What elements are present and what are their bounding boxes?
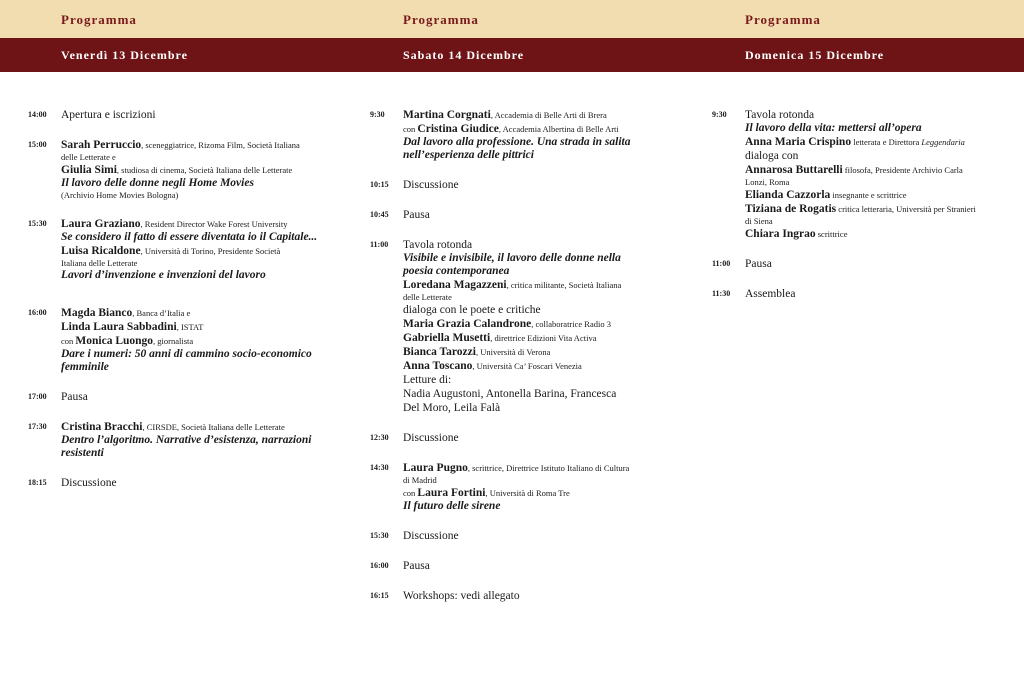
affiliation: , Università Ca’ Foscari Venezia — [472, 361, 582, 371]
time: 14:30 — [370, 463, 389, 472]
speaker-name: Monica Luongo — [75, 335, 154, 347]
speaker-name: Anna Maria Crispino — [745, 136, 852, 148]
item-text: Pausa — [61, 391, 88, 403]
affiliation: , Accademia Albertina di Belle Arti — [498, 124, 619, 134]
speaker-name: Cristina Giudice — [417, 123, 499, 135]
schedule-item — [370, 529, 680, 543]
schedule-item — [28, 217, 333, 282]
speaker-name: Martina Corgnati — [403, 109, 491, 121]
affiliation: insegnante e scrittrice — [830, 190, 907, 200]
speaker-name: Sarah Perruccio — [61, 139, 142, 151]
affiliation: , giornalista — [153, 336, 194, 346]
speaker-name: Elianda Cazzorla — [745, 189, 831, 201]
schedule-item — [712, 287, 1002, 301]
speaker-name: Maria Grazia Calandrone — [403, 318, 532, 330]
schedule-item — [712, 108, 1002, 241]
affiliation: , direttrice Edizioni Vita Activa — [490, 333, 597, 343]
affiliation: , critica militante, Società Italiana — [506, 280, 622, 290]
item-text: Pausa — [403, 209, 430, 221]
day-title: Domenica 15 Dicembre — [745, 48, 885, 62]
speaker-name: Gabriella Musetti — [403, 332, 491, 344]
time: 9:30 — [370, 110, 385, 119]
affiliation: filosofa, Presidente Archivio Carla — [842, 165, 963, 175]
affiliation: delle Letterate — [403, 292, 452, 302]
speaker-name: Laura Graziano — [61, 218, 141, 230]
affiliation: letterata e Direttora — [851, 137, 922, 147]
schedule-item — [28, 476, 333, 490]
time: 17:00 — [28, 392, 47, 401]
note: (Archivio Home Movies Bologna) — [61, 190, 179, 200]
talk-title: Il lavoro delle donne negli Home Movies — [61, 177, 254, 189]
time: 16:15 — [370, 591, 389, 600]
readers: Nadia Augustoni, Antonella Barina, Francesca — [403, 388, 617, 400]
talk-title: Dal lavoro alla professione. Una strada in salita — [403, 136, 631, 148]
time: 16:00 — [28, 308, 47, 317]
affiliation: , scrittrice, Direttrice Istituto Italiano di Cultura — [467, 463, 630, 473]
affiliation: critica letteraria, Università per Stranieri — [836, 204, 976, 214]
talk-title: poesia contemporanea — [403, 265, 510, 277]
dialoga-text: dialoga con — [745, 150, 799, 162]
talk-title: femminile — [61, 361, 109, 373]
schedule-item — [370, 208, 680, 222]
time: 16:00 — [370, 561, 389, 570]
schedule-item — [28, 108, 333, 122]
item-text: Apertura e iscrizioni — [61, 109, 156, 121]
affiliation: Lonzi, Roma — [745, 177, 790, 187]
talk-title: Dare i numeri: 50 anni di cammino socio-economico — [61, 348, 312, 360]
readings-label: Letture di: — [403, 374, 452, 386]
affiliation: , Banca d’Italia e — [132, 308, 191, 318]
talk-title: Visibile e invisibile, il lavoro delle donne nella — [403, 252, 621, 264]
item-text: Pausa — [403, 560, 430, 572]
affiliation: , Accademia di Belle Arti di Brera — [490, 110, 607, 120]
item-text: Assemblea — [745, 288, 796, 300]
talk-title: Lavori d’invenzione e invenzioni del lavoro — [61, 269, 266, 281]
schedule-list — [28, 108, 333, 490]
schedule-item — [370, 238, 680, 415]
schedule-item — [370, 461, 680, 513]
time: 17:30 — [28, 422, 47, 431]
affiliation: , Università di Torino, Presidente Società — [140, 246, 281, 256]
affiliation: Italiana delle Letterate — [61, 258, 138, 268]
talk-title: Se considero il fatto di essere diventata io il Capitale... — [61, 231, 318, 243]
affiliation: di Siena — [745, 216, 773, 226]
item-text: Discussione — [61, 477, 117, 489]
time: 11:00 — [712, 259, 731, 268]
connector: con — [61, 336, 76, 346]
day-title: Venerdì 13 Dicembre — [61, 48, 188, 62]
connector: con — [403, 124, 418, 134]
program-label: Programma — [745, 12, 821, 27]
item-text: Discussione — [403, 179, 459, 191]
schedule-list — [712, 108, 1002, 301]
schedule-item — [712, 257, 1002, 271]
section-head: Tavola rotonda — [403, 239, 473, 251]
program-label: Programma — [403, 12, 479, 27]
schedule-item — [28, 420, 333, 460]
affiliation: , Resident Director Wake Forest University — [140, 219, 288, 229]
affiliation: , collaboratrice Radio 3 — [531, 319, 611, 329]
schedule-item — [370, 178, 680, 192]
item-text: Discussione — [403, 530, 459, 542]
affiliation: , Università di Roma Tre — [485, 488, 570, 498]
speaker-name: Annarosa Buttarelli — [745, 164, 843, 176]
speaker-name: Giulia Simi — [61, 164, 117, 176]
time: 15:00 — [28, 140, 47, 149]
speaker-name: Bianca Tarozzi — [403, 346, 476, 358]
time: 11:00 — [370, 240, 389, 249]
schedule-item — [28, 138, 333, 201]
schedule-item — [370, 108, 680, 162]
item-text: Pausa — [745, 258, 772, 270]
affiliation-italic: Leggendaria — [921, 137, 965, 147]
affiliation: scrittrice — [815, 229, 848, 239]
time: 10:15 — [370, 180, 389, 189]
affiliation: , CIRSDE, Società Italiana delle Letterate — [142, 422, 285, 432]
schedule-item — [370, 559, 680, 573]
time: 15:30 — [370, 531, 389, 540]
affiliation: , ISTAT — [176, 322, 204, 332]
speaker-name: Anna Toscano — [403, 360, 473, 372]
affiliation: , sceneggiatrice, Rizoma Film, Società Italiana — [141, 140, 300, 150]
affiliation: delle Letterate e — [61, 152, 116, 162]
talk-title: nell’esperienza delle pittrici — [403, 149, 534, 161]
talk-title: Il lavoro della vita: mettersi all’opera — [745, 122, 922, 134]
item-text: Discussione — [403, 432, 459, 444]
section-head: Tavola rotonda — [745, 109, 815, 121]
connector: con — [403, 488, 418, 498]
schedule-list — [370, 108, 680, 603]
talk-title: Dentro l’algoritmo. Narrative d’esistenza, narrazioni — [61, 434, 312, 446]
time: 9:30 — [712, 110, 727, 119]
program-label: Programma — [61, 12, 137, 27]
speaker-name: Linda Laura Sabbadini — [61, 321, 177, 333]
dialoga-text: dialoga con le poete e critiche — [403, 304, 541, 316]
time: 14:00 — [28, 110, 47, 119]
speaker-name: Laura Fortini — [417, 487, 486, 499]
header-band — [0, 0, 1024, 38]
time: 10:45 — [370, 210, 389, 219]
speaker-name: Laura Pugno — [403, 462, 468, 474]
item-text: Workshops: vedi allegato — [403, 590, 520, 602]
time: 11:30 — [712, 289, 731, 298]
speaker-name: Magda Bianco — [61, 307, 133, 319]
talk-title: Il futuro delle sirene — [403, 500, 501, 512]
affiliation: , Università di Verona — [475, 347, 551, 357]
time: 12:30 — [370, 433, 389, 442]
schedule-item — [28, 306, 333, 374]
time: 18:15 — [28, 478, 47, 487]
speaker-name: Loredana Magazzeni — [403, 279, 507, 291]
speaker-name: Tiziana de Rogatis — [745, 203, 837, 215]
readers: Del Moro, Leila Falà — [403, 402, 501, 414]
schedule-item — [370, 431, 680, 445]
day-title: Sabato 14 Dicembre — [403, 48, 525, 62]
speaker-name: Cristina Bracchi — [61, 421, 143, 433]
schedule-item — [28, 390, 333, 404]
affiliation: di Madrid — [403, 475, 437, 485]
affiliation: , studiosa di cinema, Società Italiana delle Letterate — [116, 165, 293, 175]
talk-title: resistenti — [61, 447, 104, 459]
time: 15:30 — [28, 219, 47, 228]
speaker-name: Chiara Ingrao — [745, 228, 816, 240]
speaker-name: Luisa Ricaldone — [61, 245, 141, 257]
schedule-item — [370, 589, 680, 603]
